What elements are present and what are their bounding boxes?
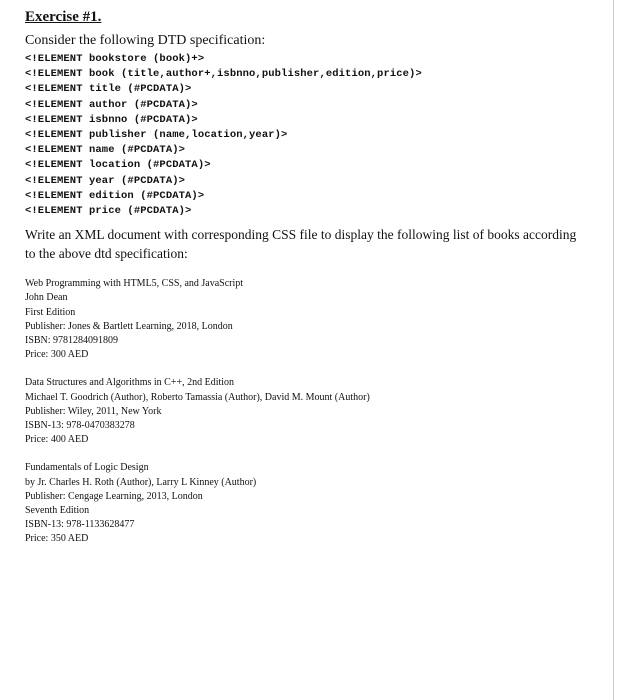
dtd-line: <!ELEMENT name (#PCDATA)> (25, 144, 186, 157)
book-edition: Seventh Edition (25, 505, 90, 517)
book-price: Price: 350 AED (25, 533, 89, 545)
exercise-intro: Consider the following DTD specification: (25, 33, 266, 48)
book-entry (25, 376, 605, 447)
book-isbn: ISBN-13: 978-0470383278 (25, 420, 135, 432)
document-content (25, 8, 605, 561)
dtd-line: <!ELEMENT author (#PCDATA)> (25, 98, 198, 111)
dtd-line: <!ELEMENT price (#PCDATA)> (25, 205, 192, 218)
book-entry (25, 277, 605, 362)
book-price: Price: 400 AED (25, 434, 89, 446)
book-price: Price: 300 AED (25, 349, 89, 361)
dtd-block (25, 52, 605, 219)
exercise-title: Exercise #1. (25, 9, 102, 25)
dtd-line: <!ELEMENT bookstore (book)+> (25, 53, 205, 65)
exercise-instruction: Write an XML document with corresponding CSS file to display the following list of books according to the above dtd specification: (25, 227, 577, 262)
book-isbn: ISBN-13: 978-1133628477 (25, 519, 135, 531)
dtd-line: <!ELEMENT isbnno (#PCDATA)> (25, 113, 198, 126)
book-publisher: Publisher: Wiley, 2011, New York (25, 405, 162, 417)
book-title: Fundamentals of Logic Design (25, 462, 149, 474)
book-title: Data Structures and Algorithms in C++, 2nd Edition (25, 377, 235, 389)
book-edition: First Edition (25, 306, 76, 318)
book-isbn: ISBN: 9781284091809 (25, 335, 119, 347)
book-publisher: Publisher: Cengage Learning, 2013, London (25, 490, 203, 502)
book-entry (25, 461, 605, 546)
dtd-line: <!ELEMENT location (#PCDATA)> (25, 159, 211, 172)
dtd-line: <!ELEMENT edition (#PCDATA)> (25, 189, 205, 202)
book-author: by Jr. Charles H. Roth (Author), Larry L Kinney (Author) (25, 476, 257, 488)
dtd-line: <!ELEMENT book (title,author+,isbnno,publisher,edition,price)> (25, 68, 422, 81)
dtd-line: <!ELEMENT publisher (name,location,year)> (25, 129, 288, 142)
book-list (25, 277, 605, 546)
dtd-line: <!ELEMENT title (#PCDATA)> (25, 83, 192, 96)
book-title: Web Programming with HTML5, CSS, and JavaScript (25, 278, 244, 290)
book-publisher: Publisher: Jones & Bartlett Learning, 2018, London (25, 320, 233, 332)
book-author: John Dean (25, 292, 68, 304)
dtd-line: <!ELEMENT year (#PCDATA)> (25, 174, 186, 187)
book-author: Michael T. Goodrich (Author), Roberto Tamassia (Author), David M. Mount (Author) (25, 391, 370, 403)
